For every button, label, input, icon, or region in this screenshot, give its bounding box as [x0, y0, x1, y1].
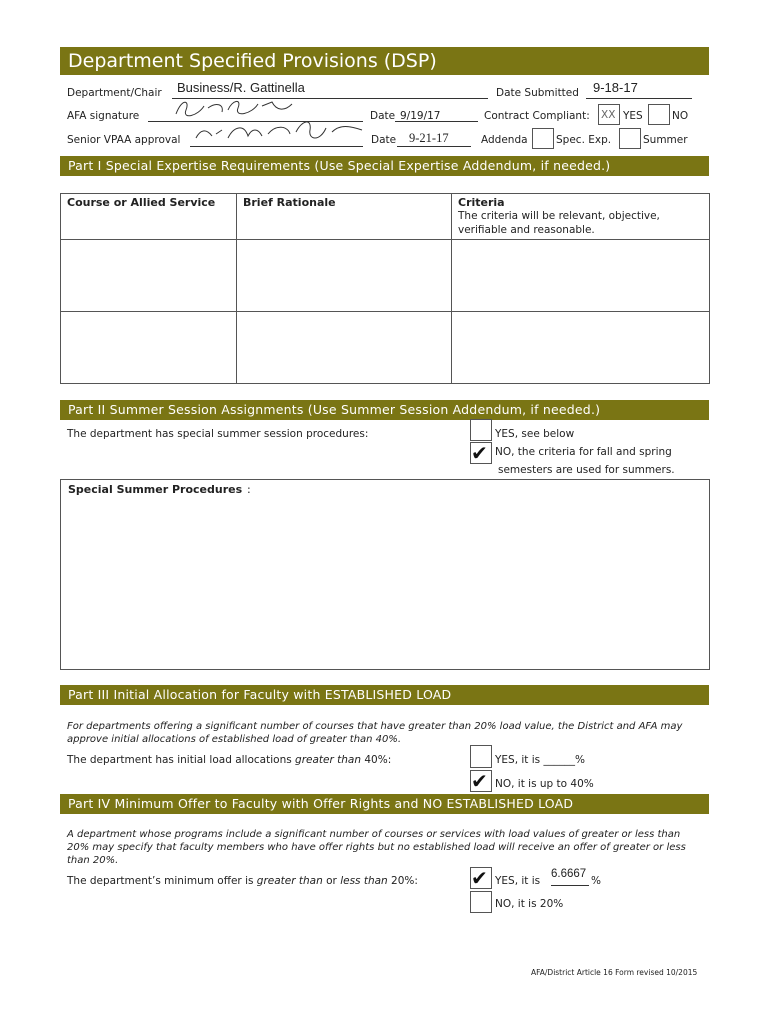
date-submitted-label: Date Submitted	[496, 87, 579, 99]
summer-procedures-label: Special Summer Procedures	[68, 483, 243, 496]
table-row	[61, 312, 710, 384]
load-yes-checkbox[interactable]	[470, 745, 492, 768]
afa-date-label: Date	[370, 110, 396, 122]
contract-yes-mark: XX	[601, 109, 616, 121]
contract-compliant-label: Contract Compliant:	[484, 110, 590, 122]
spec-exp-label: Spec. Exp.	[556, 134, 612, 146]
page-title: Department Specified Provisions (DSP)	[60, 47, 709, 75]
summer-label: Summer	[643, 134, 688, 146]
part4-statement-post: 20%:	[387, 875, 418, 887]
part4-statement-mid: or	[322, 875, 341, 887]
part2-heading: Part II Summer Session Assignments (Use Summer Session Addendum, if needed.)	[60, 400, 709, 420]
vpaa-date-label: Date	[371, 134, 397, 146]
table-cell[interactable]	[237, 312, 452, 384]
addenda-spec-exp-checkbox[interactable]	[532, 128, 554, 149]
date-submitted-field[interactable]: 9-18-17	[593, 80, 638, 95]
part4-heading: Part IV Minimum Offer to Faculty with Offer Rights and NO ESTABLISHED LOAD	[60, 794, 709, 814]
table-row	[61, 240, 710, 312]
part2-statement: The department has special summer session procedures:	[67, 428, 369, 440]
offer-yes-check-icon: ✔	[471, 866, 488, 890]
department-label: Department/Chair	[67, 87, 162, 99]
summer-procedures-colon: :	[247, 483, 251, 496]
column-criteria	[452, 194, 710, 240]
part3-statement-post: 40%:	[361, 754, 392, 766]
footer-revision: AFA/District Article 16 Form revised 10/2015	[531, 968, 698, 977]
vpaa-date-line	[397, 146, 471, 147]
offer-yes-percent: %	[591, 875, 601, 887]
table-cell[interactable]	[61, 240, 237, 312]
part1-heading: Part I Special Expertise Requirements (Use Special Expertise Addendum, if needed.)	[60, 156, 709, 176]
summer-procedures-box[interactable]	[60, 479, 710, 670]
table-cell[interactable]	[237, 240, 452, 312]
vpaa-approval-label: Senior VPAA approval	[67, 134, 181, 146]
offer-yes-label: YES, it is	[495, 875, 541, 887]
load-yes-label: YES, it is ______%	[495, 754, 585, 766]
afa-date-field[interactable]: 9/19/17	[400, 110, 441, 122]
contract-no-checkbox[interactable]	[648, 104, 670, 125]
offer-yes-value[interactable]: 6.6667	[551, 868, 587, 880]
part4-statement-em1: greater than	[256, 875, 323, 887]
part4-note: A department whose programs include a significant number of courses or services with load values of greater or less than 20% may specify that faculty members who have offer rights but no established load will receive an offer of greater or less than 20%.	[67, 829, 686, 866]
column-course: Course or Allied Service	[61, 194, 237, 240]
summer-yes-label: YES, see below	[495, 428, 575, 440]
date-submitted-line	[586, 98, 692, 99]
table-cell[interactable]	[61, 312, 237, 384]
criteria-note: The criteria will be relevant, objective, verifiable and reasonable.	[458, 210, 660, 236]
part3-statement-em: greater than	[295, 754, 362, 766]
load-no-label: NO, it is up to 40%	[495, 778, 594, 790]
part4-statement-em2: less than	[340, 875, 388, 887]
vpaa-signature[interactable]	[192, 116, 367, 148]
column-rationale: Brief Rationale	[237, 194, 452, 240]
addenda-label: Addenda	[481, 134, 528, 146]
offer-no-label: NO, it is 20%	[495, 898, 564, 910]
part3-heading: Part III Initial Allocation for Faculty with ESTABLISHED LOAD	[60, 685, 709, 705]
expertise-table	[60, 193, 710, 384]
part3-note: For departments offering a significant number of courses that have greater than 20% load value, the District and AFA may approve initial allocations of established load of greater than 40%.	[67, 721, 683, 745]
summer-no-label-line2: semesters are used for summers.	[498, 464, 675, 476]
part3-statement	[67, 754, 391, 766]
column-criteria-title: Criteria	[458, 196, 505, 209]
summer-no-check-icon: ✔	[471, 441, 488, 465]
part3-statement-pre: The department has initial load allocations	[67, 754, 296, 766]
part4-statement	[67, 875, 418, 887]
offer-yes-line	[551, 885, 589, 886]
table-cell[interactable]	[452, 240, 710, 312]
table-header-row	[61, 194, 710, 240]
load-no-check-icon: ✔	[471, 769, 488, 793]
contract-yes-label: YES	[623, 110, 643, 122]
offer-no-checkbox[interactable]	[470, 891, 492, 913]
summer-yes-checkbox[interactable]	[470, 419, 492, 441]
contract-no-label: NO	[672, 110, 689, 122]
addenda-summer-checkbox[interactable]	[619, 128, 641, 149]
department-field[interactable]: Business/R. Gattinella	[177, 80, 305, 95]
vpaa-date-field[interactable]: 9-21-17	[409, 131, 449, 145]
summer-no-label: NO, the criteria for fall and spring	[495, 446, 672, 458]
table-cell[interactable]	[452, 312, 710, 384]
part4-statement-pre: The department’s minimum offer is	[67, 875, 257, 887]
afa-signature-label: AFA signature	[67, 110, 140, 122]
